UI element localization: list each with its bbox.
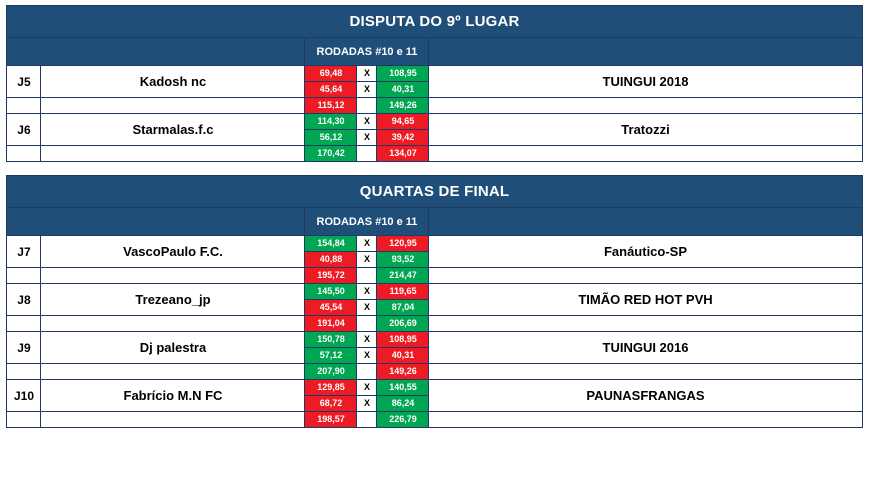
home-total-score: 195,72 <box>305 268 357 284</box>
total-separator <box>357 146 377 162</box>
total-separator <box>357 364 377 380</box>
home-team-name: Fabrício M.N FC <box>41 380 305 412</box>
total-code-blank <box>7 268 41 284</box>
table-row-total <box>7 412 862 428</box>
block-subtitle-row <box>7 38 862 66</box>
table-row <box>7 236 862 252</box>
total-home-blank <box>41 412 305 428</box>
total-code-blank <box>7 412 41 428</box>
away-total-score: 149,26 <box>377 98 429 114</box>
table-row <box>7 332 862 348</box>
total-separator <box>357 316 377 332</box>
away-round-score: 87,04 <box>377 300 429 316</box>
versus-label: X <box>357 252 377 268</box>
versus-label: X <box>357 332 377 348</box>
block-title-row <box>7 176 862 208</box>
block-spacer <box>0 162 869 175</box>
home-team-name: Kadosh nc <box>41 66 305 98</box>
away-total-score: 214,47 <box>377 268 429 284</box>
away-round-score: 108,95 <box>377 66 429 82</box>
table-row <box>7 66 862 82</box>
total-away-blank <box>429 316 862 332</box>
total-away-blank <box>429 412 862 428</box>
match-code: J8 <box>7 284 41 316</box>
away-team-name: Fanáutico-SP <box>429 236 862 268</box>
home-round-score: 69,48 <box>305 66 357 82</box>
total-home-blank <box>41 268 305 284</box>
home-round-score: 114,30 <box>305 114 357 130</box>
home-total-score: 198,57 <box>305 412 357 428</box>
home-team-name: VascoPaulo F.C. <box>41 236 305 268</box>
home-round-score: 56,12 <box>305 130 357 146</box>
home-round-score: 145,50 <box>305 284 357 300</box>
total-away-blank <box>429 98 862 114</box>
home-round-score: 45,54 <box>305 300 357 316</box>
match-code: J10 <box>7 380 41 412</box>
away-round-score: 119,65 <box>377 284 429 300</box>
table-row-total <box>7 316 862 332</box>
away-team-name: PAUNASFRANGAS <box>429 380 862 412</box>
home-team-name: Trezeano_jp <box>41 284 305 316</box>
versus-label: X <box>357 130 377 146</box>
block-subtitle-row <box>7 208 862 236</box>
home-team-name: Dj palestra <box>41 332 305 364</box>
match-code: J7 <box>7 236 41 268</box>
versus-label: X <box>357 114 377 130</box>
home-round-score: 68,72 <box>305 396 357 412</box>
home-total-score: 191,04 <box>305 316 357 332</box>
match-code: J5 <box>7 66 41 98</box>
versus-label: X <box>357 284 377 300</box>
away-total-score: 206,69 <box>377 316 429 332</box>
away-round-score: 40,31 <box>377 348 429 364</box>
block-subtitle: RODADAS #10 e 11 <box>305 38 429 66</box>
bracket-block-0 <box>6 5 862 162</box>
away-round-score: 108,95 <box>377 332 429 348</box>
home-round-score: 57,12 <box>305 348 357 364</box>
away-total-score: 134,07 <box>377 146 429 162</box>
block-title-row <box>7 6 862 38</box>
versus-label: X <box>357 300 377 316</box>
versus-label: X <box>357 82 377 98</box>
table-row <box>7 114 862 130</box>
away-round-score: 93,52 <box>377 252 429 268</box>
total-away-blank <box>429 268 862 284</box>
total-separator <box>357 98 377 114</box>
total-code-blank <box>7 316 41 332</box>
subtitle-right-blank <box>429 38 862 66</box>
match-code: J9 <box>7 332 41 364</box>
table-row-total <box>7 146 862 162</box>
total-home-blank <box>41 98 305 114</box>
away-round-score: 40,31 <box>377 82 429 98</box>
total-separator <box>357 268 377 284</box>
away-round-score: 39,42 <box>377 130 429 146</box>
versus-label: X <box>357 396 377 412</box>
home-total-score: 115,12 <box>305 98 357 114</box>
total-separator <box>357 412 377 428</box>
home-round-score: 154,84 <box>305 236 357 252</box>
block-title: QUARTAS DE FINAL <box>7 176 862 208</box>
home-round-score: 45,64 <box>305 82 357 98</box>
versus-label: X <box>357 66 377 82</box>
table-row-total <box>7 268 862 284</box>
total-away-blank <box>429 146 862 162</box>
away-team-name: Tratozzi <box>429 114 862 146</box>
table-row <box>7 380 862 396</box>
table-row <box>7 284 862 300</box>
away-team-name: TIMÃO RED HOT PVH <box>429 284 862 316</box>
block-subtitle: RODADAS #10 e 11 <box>305 208 429 236</box>
versus-label: X <box>357 380 377 396</box>
total-away-blank <box>429 364 862 380</box>
table-row-total <box>7 98 862 114</box>
subtitle-left-blank <box>7 208 305 236</box>
home-total-score: 207,90 <box>305 364 357 380</box>
away-round-score: 94,65 <box>377 114 429 130</box>
away-team-name: TUINGUI 2016 <box>429 332 862 364</box>
subtitle-left-blank <box>7 38 305 66</box>
home-total-score: 170,42 <box>305 146 357 162</box>
versus-label: X <box>357 236 377 252</box>
total-code-blank <box>7 98 41 114</box>
total-code-blank <box>7 364 41 380</box>
total-code-blank <box>7 146 41 162</box>
home-team-name: Starmalas.f.c <box>41 114 305 146</box>
away-round-score: 140,55 <box>377 380 429 396</box>
total-home-blank <box>41 364 305 380</box>
home-round-score: 40,88 <box>305 252 357 268</box>
block-title: DISPUTA DO 9º LUGAR <box>7 6 862 38</box>
versus-label: X <box>357 348 377 364</box>
away-total-score: 226,79 <box>377 412 429 428</box>
away-round-score: 86,24 <box>377 396 429 412</box>
total-home-blank <box>41 146 305 162</box>
home-round-score: 129,85 <box>305 380 357 396</box>
total-home-blank <box>41 316 305 332</box>
table-row-total <box>7 364 862 380</box>
bracket-block-1 <box>6 175 862 428</box>
away-round-score: 120,95 <box>377 236 429 252</box>
subtitle-right-blank <box>429 208 862 236</box>
home-round-score: 150,78 <box>305 332 357 348</box>
away-team-name: TUINGUI 2018 <box>429 66 862 98</box>
away-total-score: 149,26 <box>377 364 429 380</box>
match-code: J6 <box>7 114 41 146</box>
